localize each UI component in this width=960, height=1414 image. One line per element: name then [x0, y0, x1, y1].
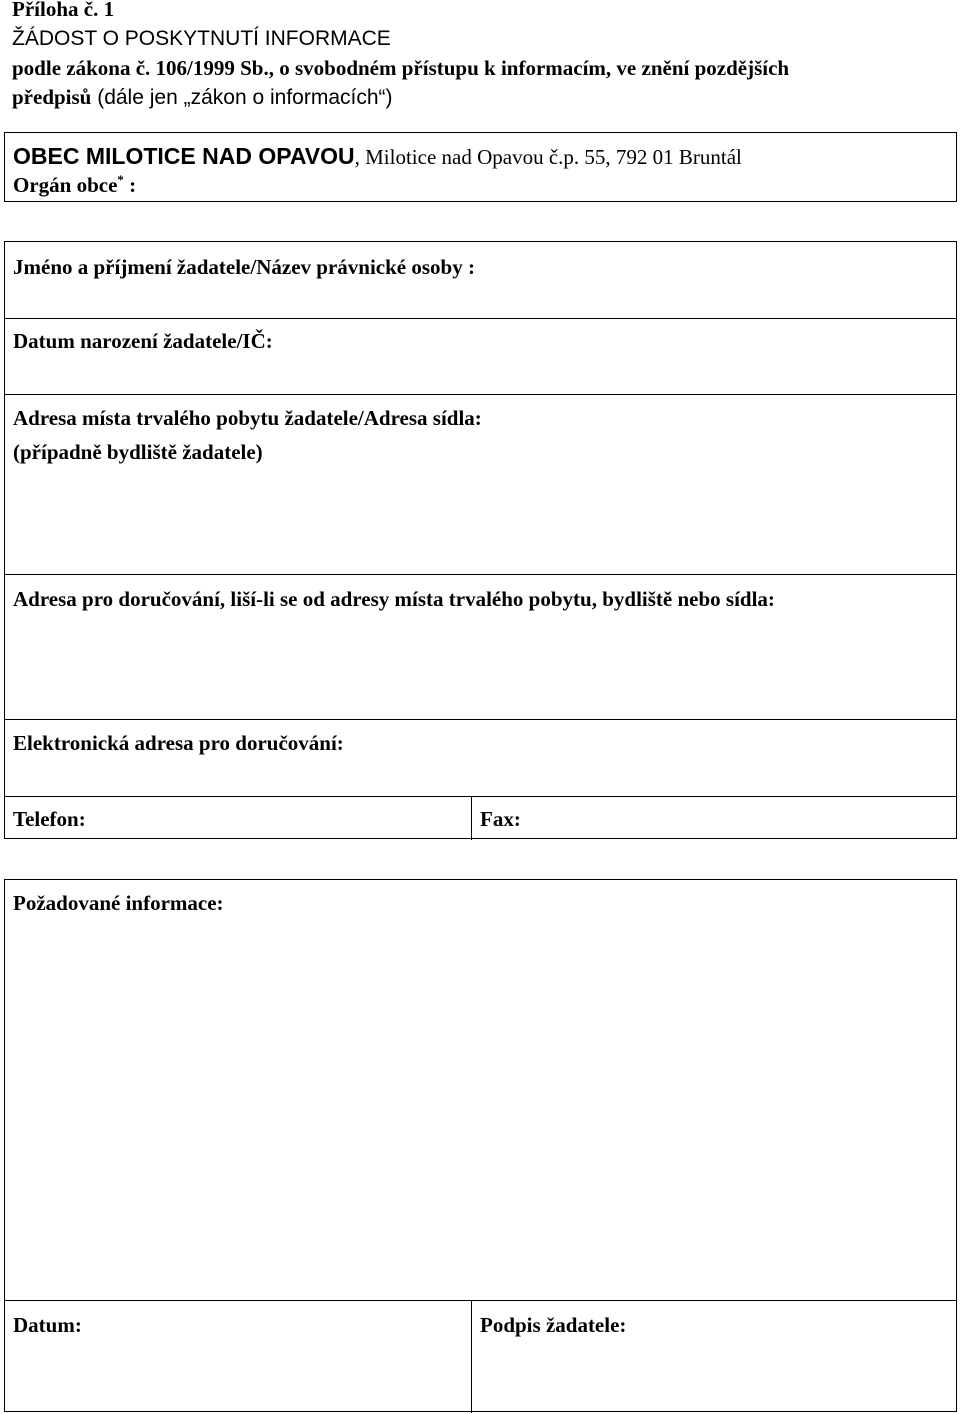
authority-line: [13, 141, 742, 172]
law-reference-cont-bold: předpisů: [12, 85, 92, 109]
residence-note-label: (případně bydliště žadatele): [13, 440, 263, 464]
requested-info-label: Požadované informace:: [13, 891, 224, 915]
organ-label: Orgán obce: [13, 173, 118, 197]
annex-label: Příloha č. 1: [12, 0, 115, 21]
birth-date-label: Datum narození žadatele/IČ:: [13, 329, 273, 353]
authority-address: , Milotice nad Opavou č.p. 55, 792 01 Bruntál: [354, 145, 742, 169]
divider-date-signature: [471, 1300, 472, 1413]
divider-address: [5, 574, 956, 575]
signature-label: Podpis žadatele:: [480, 1313, 627, 1337]
permanent-address-label: Adresa místa trvalého pobytu žadatele/Adresa sídla:: [13, 406, 482, 430]
law-reference-rest: , o svobodném přístupu k informacím, ve znění pozdějších: [268, 56, 790, 80]
delivery-address-label: Adresa pro doručování, liší-li se od adresy místa trvalého pobytu, bydliště nebo sídla:: [13, 587, 775, 611]
law-reference-cont-rest: (dále jen „zákon o informacích“): [91, 86, 393, 109]
date-label: Datum:: [13, 1313, 82, 1337]
organ-colon: :: [123, 173, 137, 197]
authority-name: OBEC MILOTICE NAD OPAVOU: [13, 143, 355, 169]
divider-info: [5, 1300, 956, 1301]
divider-name: [5, 318, 956, 319]
law-reference: [12, 55, 789, 81]
law-reference-cont: [12, 84, 393, 111]
law-reference-bold: podle zákona č. 106/1999 Sb.: [12, 56, 269, 80]
divider-phone-fax: [471, 796, 472, 840]
applicant-name-label: Jméno a příjmení žadatele/Název právnické osoby :: [13, 255, 475, 279]
applicant-box: [4, 241, 957, 839]
divider-email: [5, 796, 956, 797]
email-label: Elektronická adresa pro doručování:: [13, 731, 344, 755]
authority-box: [4, 132, 957, 202]
request-box: [4, 879, 957, 1412]
form-title: ŽÁDOST O POSKYTNUTÍ INFORMACE: [12, 27, 391, 50]
fax-label: Fax:: [480, 807, 521, 831]
divider-birth: [5, 394, 956, 395]
organ-asterisk: *: [117, 172, 124, 187]
phone-label: Telefon:: [13, 807, 86, 831]
organ-line: [13, 173, 136, 198]
divider-delivery: [5, 719, 956, 720]
